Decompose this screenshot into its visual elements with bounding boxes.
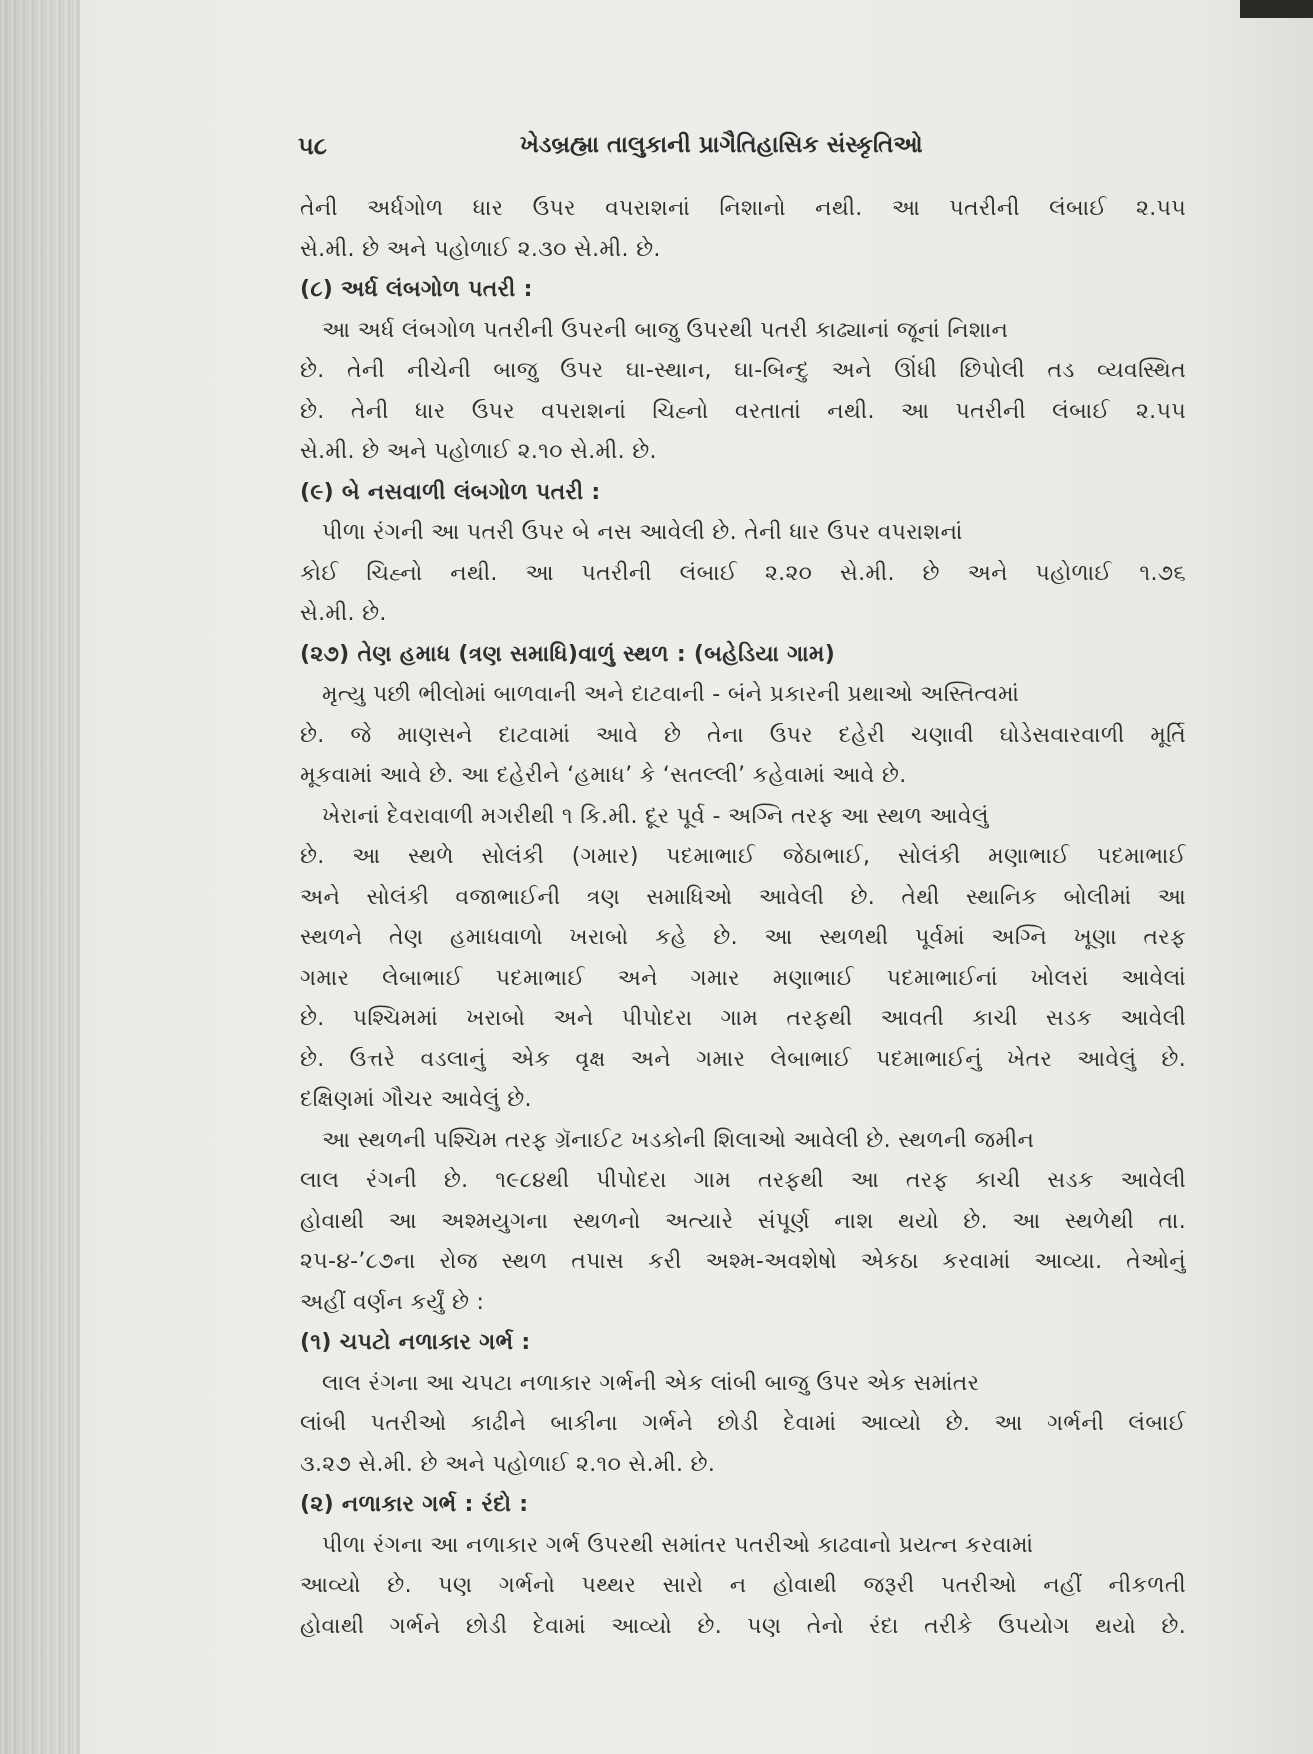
text-line: સ્થળને તેણ હમાધવાળો ખરાબો કહે છે. આ સ્થળથી પૂર્વમાં અગ્નિ ખૂણા તરફ: [300, 925, 1186, 950]
text-line: છે. તેની નીચેની બાજુ ઉપર ઘા-સ્થાન, ઘા-બિન્દુ અને ઊંધી છિપોલી તડ વ્યવસ્થિત: [300, 358, 1186, 383]
text-line: આ સ્થળની પશ્ચિમ તરફ ગ્રૅનાઈટ ખડકોની શિલાઓ આવેલી છે. સ્થળની જમીન: [322, 1127, 1035, 1153]
text-line: છે. જે માણસને દાટવામાં આવે છે તેના ઉપર દહેરી ચણાવી ઘોડેસવારવાળી મૂર્તિ: [300, 722, 1186, 748]
body-text: [300, 189, 1186, 1647]
text-line: છે. ઉત્તરે વડલાનું એક વૃક્ષ અને ગમાર લેબાભાઈ પદમાભાઈનું ખેતર આવેલું છે.: [300, 1046, 1186, 1072]
text-line: પીળા રંગના આ નળાકાર ગર્ભ ઉપરથી સમાંતર પતરીઓ કાઢવાનો પ્રયત્ન કરવામાં: [322, 1532, 1034, 1558]
text-line: અને સોલંકી વજાભાઈની ત્રણ સમાધિઓ આવેલી છે. તેથી સ્થાનિક બોલીમાં આ: [300, 884, 1186, 910]
text-line: કોઈ ચિહ્નો નથી. આ પતરીની લંબાઈ ૨.૨૦ સે.મી. છે અને પહોળાઈ ૧.૭૬: [300, 560, 1186, 586]
section-heading: (૯) બે નસવાળી લંબગોળ પતરી :: [300, 479, 601, 505]
section-heading: (૮) અર્ધ લંબગોળ પતરી :: [300, 277, 533, 302]
text-line: ૨૫-૪-’૮૭ના રોજ સ્થળ તપાસ કરી અશ્મ-અવશેષો એકઠા કરવામાં આવ્યા. તેઓનું: [300, 1249, 1186, 1274]
text-line: આવ્યો છે. પણ ગર્ભનો પથ્થર સારો ન હોવાથી જરૂરી પતરીઓ નહીં નીકળતી: [300, 1573, 1186, 1598]
text-line: ગમાર લેબાભાઈ પદમાભાઈ અને ગમાર મણાભાઈ પદમાભાઈનાં ખોલરાં આવેલાં: [300, 965, 1186, 991]
text-line: હોવાથી ગર્ભને છોડી દેવામાં આવ્યો છે. પણ તેનો રંદા તરીકે ઉપયોગ થયો છે.: [300, 1613, 1186, 1639]
text-line: લાલ રંગના આ ચપટા નળાકાર ગર્ભની એક લાંબી બાજુ ઉપર એક સમાંતર: [322, 1370, 980, 1396]
section-heading: (૧) ચપટો નળાકાર ગર્ભ :: [300, 1330, 531, 1355]
running-title: ખેડબ્રહ્મા તાલુકાની પ્રાગૈતિહાસિક સંસ્કૃતિઓ: [520, 132, 923, 158]
text-line: તેની અર્ધગોળ ધાર ઉપર વપરાશનાં નિશાનો નથી. આ પતરીની લંબાઈ ૨.૫૫: [300, 196, 1186, 221]
text-line: અહીં વર્ણન કર્યું છે :: [300, 1289, 485, 1315]
text-line: સે.મી. છે અને પહોળાઈ ૨.૧૦ સે.મી. છે.: [300, 439, 657, 464]
text-line: છે. આ સ્થળે સોલંકી (ગમાર) પદમાભાઈ જેઠાભાઈ, સોલંકી મણાભાઈ પદમાભાઈ: [300, 844, 1186, 869]
text-line: લાલ રંગની છે. ૧૯૮૪થી પીપોદરા ગામ તરફથી આ તરફ કાચી સડક આવેલી: [300, 1168, 1186, 1193]
text-line: હોવાથી આ અશ્મયુગના સ્થળનો અત્યારે સંપૂર્ણ નાશ થયો છે. આ સ્થળેથી તા.: [300, 1208, 1186, 1234]
section-heading: (૨) નળાકાર ગર્ભ : રંદો :: [300, 1492, 529, 1517]
page-header: [298, 132, 1188, 172]
page-number: ૫૮: [298, 132, 327, 160]
text-line: મૃત્યુ પછી ભીલોમાં બાળવાની અને દાટવાની - બંને પ્રકારની પ્રથાઓ અસ્તિત્વમાં: [322, 682, 1020, 707]
text-line: લાંબી પતરીઓ કાઢીને બાકીના ગર્ભને છોડી દેવામાં આવ્યો છે. આ ગર્ભની લંબાઈ: [300, 1411, 1186, 1436]
text-line: પીળા રંગની આ પતરી ઉપર બે નસ આવેલી છે. તેની ધાર ઉપર વપરાશનાં: [322, 520, 963, 545]
text-line: છે. તેની ધાર ઉપર વપરાશનાં ચિહ્નો વરતાતાં નથી. આ પતરીની લંબાઈ ૨.૫૫: [300, 398, 1186, 424]
section-heading: (૨૭) તેણ હમાધ (ત્રણ સમાધિ)વાળું સ્થળ : (બહેડિયા ગામ): [300, 641, 836, 667]
dark-corner: [1240, 0, 1313, 18]
text-line: ૩.૨૭ સે.મી. છે અને પહોળાઈ ૨.૧૦ સે.મી. છે.: [300, 1451, 716, 1477]
text-line: સે.મી. છે અને પહોળાઈ ૨.૩૦ સે.મી. છે.: [300, 236, 661, 262]
text-line: મૂકવામાં આવે છે. આ દહેરીને ‘હમાધ’ કે ‘સતલ્લી’ કહેવામાં આવે છે.: [300, 763, 907, 788]
page-stack-edge: [0, 0, 80, 1754]
text-line: ખેરાનાં દેવરાવાળી મગરીથી ૧ કિ.મી. દૂર પૂર્વ - અગ્નિ તરફ આ સ્થળ આવેલું: [322, 803, 989, 829]
text-line: છે. પશ્ચિમમાં ખરાબો અને પીપોદરા ગામ તરફથી આવતી કાચી સડક આવેલી: [300, 1006, 1186, 1031]
text-line: દક્ષિણમાં ગૌચર આવેલું છે.: [300, 1087, 532, 1112]
text-line: આ અર્ધ લંબગોળ પતરીની ઉપરની બાજુ ઉપરથી પતરી કાઢ્યાનાં જૂનાં નિશાન: [322, 317, 1009, 343]
text-line: સે.મી. છે.: [300, 601, 387, 626]
